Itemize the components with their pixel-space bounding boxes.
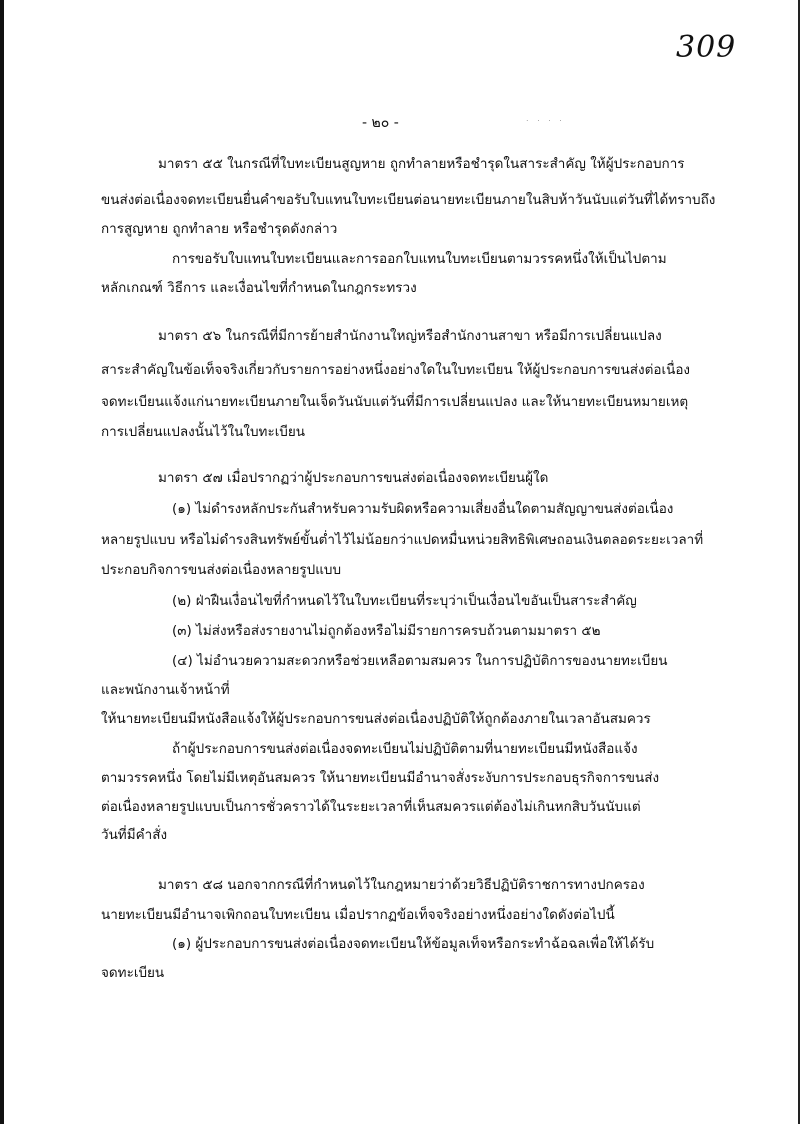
text-line: (๓) ไม่ส่งหรือส่งรายงานไม่ถูกต้องหรือไม่มีรายการครบถ้วนตามมาตรา ๕๒ [172,623,601,639]
text-line: ต่อเนื่องหลายรูปแบบเป็นการชั่วคราวได้ในระยะเวลาที่เห็นสมควรแต่ต้องไม่เกินหกสิบวันนับแต่ [101,799,641,815]
text-line: ให้นายทะเบียนมีหนังสือแจ้งให้ผู้ประกอบการขนส่งต่อเนื่องปฏิบัติให้ถูกต้องภายในเวลาอันสมควร [101,711,651,727]
text-line: จดทะเบียน [101,965,165,981]
text-line: หลักเกณฑ์ วิธีการ และเงื่อนไขที่กำหนดในกฎกระทรวง [101,280,417,296]
text-line: มาตรา ๕๘ นอกจากกรณีที่กำหนดไว้ในกฎหมายว่าด้วยวิธีปฏิบัติราชการทางปกครอง [158,877,645,893]
scan-specks: . . . . [526,114,565,123]
text-line: มาตรา ๕๖ ในกรณีที่มีการย้ายสำนักงานใหญ่หรือสำนักงานสาขา หรือมีการเปลี่ยนแปลง [158,328,662,344]
text-line: จดทะเบียนแจ้งแก่นายทะเบียนภายในเจ็ดวันนับแต่วันที่มีการเปลี่ยนแปลง และให้นายทะเบียนหมายเหตุ [101,394,689,410]
text-line: วันที่มีคำสั่ง [101,827,168,843]
text-line: นายทะเบียนมีอำนาจเพิกถอนใบทะเบียน เมื่อปรากฏข้อเท็จจริงอย่างหนึ่งอย่างใดดังต่อไปนี้ [101,907,615,923]
text-line: การเปลี่ยนแปลงนั้นไว้ในใบทะเบียน [101,424,306,440]
text-line: ถ้าผู้ประกอบการขนส่งต่อเนื่องจดทะเบียนไม่ปฏิบัติตามที่นายทะเบียนมีหนังสือแจ้ง [172,741,638,757]
text-line: การขอรับใบแทนใบทะเบียนและการออกใบแทนใบทะเบียนตามวรรคหนึ่งให้เป็นไปตาม [172,251,667,267]
text-line: (๒) ฝ่าฝืนเงื่อนไขที่กำหนดไว้ในใบทะเบียนที่ระบุว่าเป็นเงื่อนไขอันเป็นสาระสำคัญ [172,593,637,609]
page-number: - ๒๐ - [362,115,399,131]
text-line: การสูญหาย ถูกทำลาย หรือชำรุดดังกล่าว [101,221,338,237]
text-line: สาระสำคัญในข้อเท็จจริงเกี่ยวกับรายการอย่างหนึ่งอย่างใดในใบทะเบียน ให้ผู้ประกอบการขนส่งต่อเนื่อง [101,362,691,378]
text-line: ตามวรรคหนึ่ง โดยไม่มีเหตุอันสมควร ให้นายทะเบียนมีอำนาจสั่งระงับการประกอบธุรกิจการขนส่ง [101,770,660,786]
text-line: ประกอบกิจการขนส่งต่อเนื่องหลายรูปแบบ [101,562,342,578]
text-line: (๑) ผู้ประกอบการขนส่งต่อเนื่องจดทะเบียนให้ข้อมูลเท็จหรือกระทำฉ้อฉลเพื่อให้ได้รับ [172,936,655,952]
text-line: มาตรา ๕๕ ในกรณีที่ใบทะเบียนสูญหาย ถูกทำลายหรือชำรุดในสาระสำคัญ ให้ผู้ประกอบการ [158,156,685,172]
text-line: ขนส่งต่อเนื่องจดทะเบียนยื่นคำขอรับใบแทนใบทะเบียนต่อนายทะเบียนภายในสิบห้าวันนับแต่วันที่ได้ทราบถึง [101,192,716,208]
scan-left-edge [0,0,4,1124]
text-line: และพนักงานเจ้าหน้าที่ [101,682,230,698]
text-line: มาตรา ๕๗ เมื่อปรากฏว่าผู้ประกอบการขนส่งต่อเนื่องจดทะเบียนผู้ใด [158,470,549,486]
handwritten-page-number: 309 [676,30,737,65]
text-line: หลายรูปแบบ หรือไม่ดำรงสินทรัพย์ขั้นต่ำไว้ไม่น้อยกว่าแปดหมื่นหน่วยสิทธิพิเศษถอนเงินตลอดระยะเวลาที่ [101,532,704,548]
text-line: (๑) ไม่ดำรงหลักประกันสำหรับความรับผิดหรือความเสี่ยงอื่นใดตามสัญญาขนส่งต่อเนื่อง [172,501,674,517]
text-line: (๔) ไม่อำนวยความสะดวกหรือช่วยเหลือตามสมควร ในการปฏิบัติการของนายทะเบียน [172,653,668,669]
